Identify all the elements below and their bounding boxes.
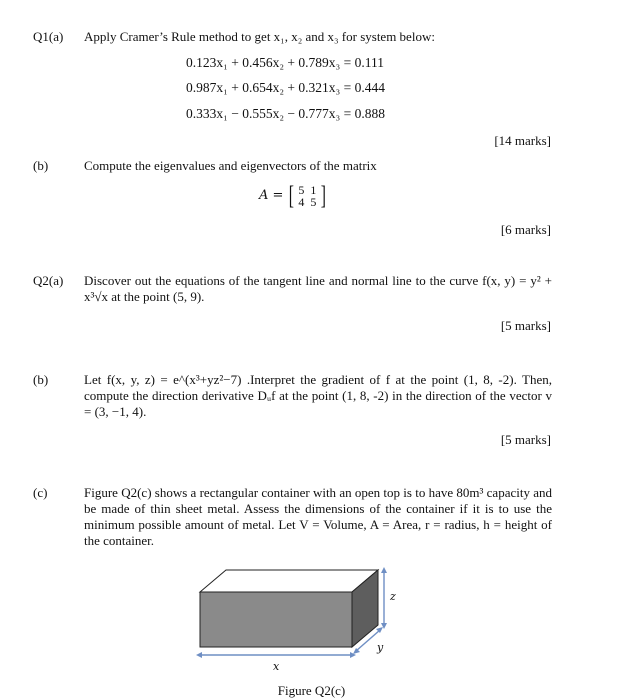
equation-1: 0.123x₁ + 0.456x₂ + 0.789x₃ = 0.111 — [186, 55, 384, 70]
equation-2: 0.987x₁ + 0.654x₂ + 0.321x₃ = 0.444 — [186, 80, 385, 95]
box-front-face — [200, 592, 352, 647]
matrix-cell: 5 — [310, 195, 317, 209]
q2b-label: (b) — [33, 372, 49, 387]
box-top-face — [200, 570, 378, 592]
equation-3: 0.333x₁ − 0.555x₂ − 0.777x₃ = 0.888 — [186, 106, 385, 121]
q2b-marks: [5 marks] — [500, 432, 551, 447]
x-axis-label: x — [273, 660, 280, 673]
q2c-label: (c) — [33, 485, 48, 500]
figure-caption: Figure Q2(c) — [277, 683, 346, 698]
container-figure — [190, 562, 410, 674]
q2b-text: Let f(x, y, z) = e^(x³+yz²−7) .Interpret the gradient of f at the point (1, 8, -2). Then, compute the direction derivative Dᵤf at the point (1, 8, -2) in the direction of the vector v = (3, −1, 4). — [84, 372, 552, 419]
y-axis-label: y — [377, 641, 384, 654]
q2a-text: Discover out the equations of the tangent line and normal line to the curve f(x, y) = y² + x³√x at the point (5, 9). — [84, 273, 552, 304]
z-axis-label: z — [390, 590, 396, 603]
q1a-marks: [14 marks] — [494, 133, 551, 148]
q1a-text: Apply Cramer’s Rule method to get x₁, x₂ and x₃ for system below: — [84, 29, 435, 44]
q1a-label: Q1(a) — [33, 29, 64, 44]
q1b-marks: [6 marks] — [500, 222, 551, 237]
left-bracket: [ — [288, 181, 294, 210]
q2c-text: Figure Q2(c) shows a rectangular container with an open top is to have 80m³ capacity and be made of thin sheet metal. Assess the dimensions of the container if it is to use the minimum possible amount of metal. Let V = Volume, A = Area, r = radius, h = height of the container. — [84, 485, 552, 548]
matrix-a — [259, 183, 328, 209]
right-bracket: ] — [321, 181, 327, 210]
matrix-grid — [295, 184, 319, 208]
matrix-cell: 4 — [298, 195, 305, 209]
matrix-cell: 5 — [298, 183, 305, 197]
matrix-label: A = — [259, 187, 284, 203]
q1b-label: (b) — [33, 158, 49, 173]
z-arrow-head-top — [381, 567, 387, 573]
x-arrow-head-left — [196, 652, 202, 658]
matrix-cell: 1 — [310, 183, 317, 197]
q1b-text: Compute the eigenvalues and eigenvectors of the matrix — [84, 158, 377, 173]
q2a-label: Q2(a) — [33, 273, 64, 288]
q2a-marks: [5 marks] — [500, 318, 551, 333]
